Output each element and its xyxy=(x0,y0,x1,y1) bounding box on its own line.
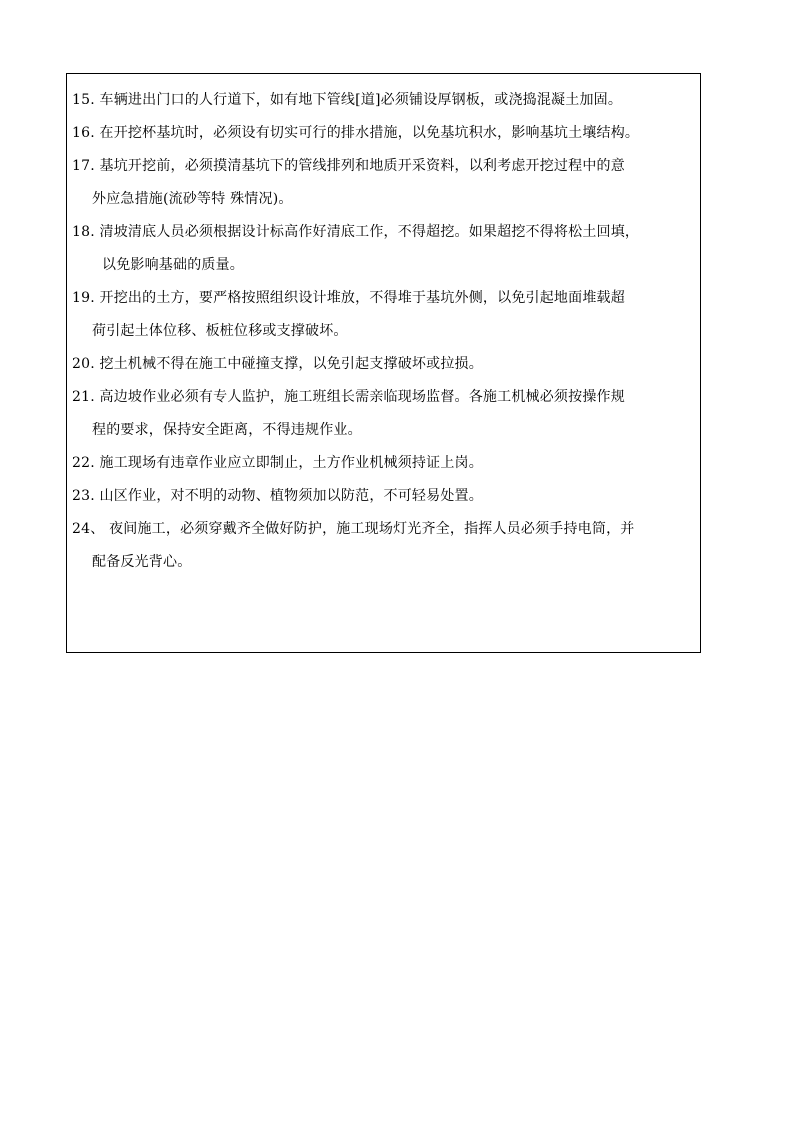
item-text-continued: 以免影响基础的质量。 xyxy=(102,257,244,273)
list-item xyxy=(72,282,697,348)
item-number: 19. xyxy=(72,290,95,306)
list-item xyxy=(72,117,697,150)
safety-rules-list xyxy=(72,84,697,579)
item-number: 18. xyxy=(72,224,95,240)
item-number: 20. xyxy=(72,356,95,372)
item-text: 开挖出的土方，要严格按照组织设计堆放，不得堆于基坑外侧，以免引起地面堆载超 xyxy=(99,290,625,306)
item-text: 清坡清底人员必须根据设计标高作好清底工作，不得超挖。如果超挖不得将松土回填， xyxy=(99,224,640,240)
list-item xyxy=(72,381,697,447)
list-item xyxy=(72,216,697,282)
item-text: 山区作业，对不明的动物、植物须加以防范，不可轻易处置。 xyxy=(99,488,483,504)
item-number: 16. xyxy=(72,125,95,141)
item-text: 挖土机械不得在施工中碰撞支撑，以免引起支撑破坏或拉损。 xyxy=(99,356,483,372)
item-number: 23. xyxy=(72,488,95,504)
item-number: 15. xyxy=(72,92,95,108)
item-text: 在开挖杯基坑时，必须设有切实可行的排水措施，以免基坑积水，影响基坑土壤结构。 xyxy=(99,125,640,141)
item-text-continued: 外应急措施(流砂等特 殊情况)。 xyxy=(92,191,293,207)
item-text: 施工现场有违章作业应立即制止，土方作业机械须持证上岗。 xyxy=(99,455,483,471)
list-item xyxy=(72,348,697,381)
item-number: 22. xyxy=(72,455,95,471)
item-number: 24、 xyxy=(72,521,105,537)
list-item xyxy=(72,447,697,480)
item-text: 基坑开挖前，必须摸清基坑下的管线排列和地质开采资料，以利考虑开挖过程中的意 xyxy=(99,158,625,174)
item-text-continued: 程的要求，保持安全距离，不得违规作业。 xyxy=(92,422,362,438)
item-number: 17. xyxy=(72,158,95,174)
list-item xyxy=(72,513,697,579)
list-item xyxy=(72,480,697,513)
list-item xyxy=(72,84,697,117)
item-text-continued: 荷引起土体位移、板桩位移或支撑破坏。 xyxy=(92,323,348,339)
list-item xyxy=(72,150,697,216)
item-text: 夜间施工，必须穿戴齐全做好防护，施工现场灯光齐全，指挥人员必须手持电筒，并 xyxy=(109,521,635,537)
item-number: 21. xyxy=(72,389,95,405)
item-text: 高边坡作业必须有专人监护，施工班组长需亲临现场监督。各施工机械必须按操作规 xyxy=(99,389,625,405)
item-text-continued: 配备反光背心。 xyxy=(92,554,192,570)
item-text: 车辆进出门口的人行道下，如有地下管线[道]必须铺设厚钢板，或浇捣混凝土加固。 xyxy=(99,92,623,108)
